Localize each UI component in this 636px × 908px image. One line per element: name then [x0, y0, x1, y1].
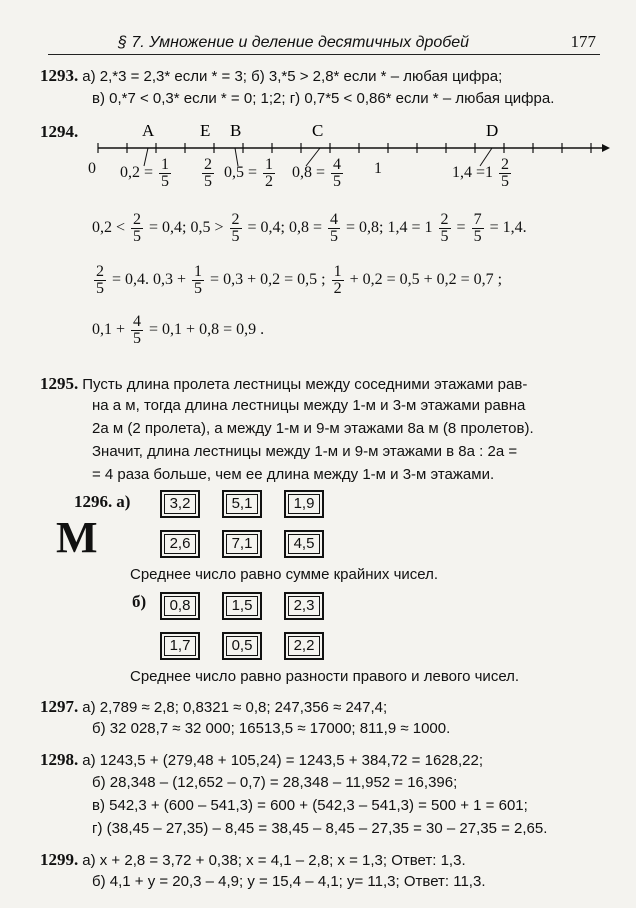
box-b4-value: 1,7	[164, 636, 196, 656]
problem-1293-number: 1293.	[40, 66, 79, 85]
eq1-frac2	[230, 212, 242, 245]
label-a	[120, 157, 173, 190]
label-b	[224, 157, 277, 190]
point-b-label: B	[230, 121, 242, 140]
box-b3-value: 2,3	[288, 596, 320, 616]
box-a4-value: 2,6	[164, 534, 196, 554]
problem-1296-b-label: б)	[132, 592, 147, 611]
box-a6	[284, 530, 324, 558]
problem-1296-number: 1296.	[74, 492, 113, 511]
box-b1	[160, 592, 200, 620]
problem-1296-header	[74, 492, 130, 512]
eq1-frac2-den: 5	[231, 228, 240, 245]
label-c-denominator: 5	[333, 173, 342, 190]
eq2-frac3	[332, 264, 344, 297]
problem-1298-number: 1298.	[40, 750, 79, 769]
problem-1296-a-label: а)	[116, 492, 131, 511]
box-a2	[222, 490, 262, 518]
problem-1298-line1	[40, 750, 483, 770]
problem-1295-text4: Значит, длина лестницы между 1-м и 9-м этажами в 8а : 2а =	[92, 443, 518, 460]
eq1-part5: =	[456, 219, 466, 237]
label-b-numerator: 1	[265, 156, 274, 173]
eq2-frac1	[94, 264, 106, 297]
label-e	[200, 157, 216, 190]
box-b6	[284, 632, 324, 660]
eq2-frac1-den: 5	[96, 280, 104, 297]
equation-1294-3	[92, 314, 264, 347]
box-b2	[222, 592, 262, 620]
eq1-frac3-den: 5	[330, 228, 339, 245]
eq1-part6: = 1,4.	[489, 219, 527, 237]
point-d-label: D	[486, 121, 499, 140]
eq3-part2: = 0,1 + 0,8 = 0,9 .	[149, 321, 265, 339]
box-b3	[284, 592, 324, 620]
equation-1294-1	[92, 212, 527, 245]
eq3-frac1	[131, 314, 143, 347]
label-d-denominator: 5	[501, 173, 510, 190]
label-b-fraction	[263, 157, 275, 190]
problem-1296-b-text: Среднее число равно разности правого и левого чисел.	[130, 668, 520, 685]
eq1-frac4-den: 5	[440, 228, 449, 245]
label-d-fraction	[499, 157, 511, 190]
eq3-part1: 0,1 +	[92, 321, 126, 339]
equation-1294-2	[92, 264, 502, 297]
eq3-frac1-num: 4	[133, 313, 142, 330]
problem-1298-text3: в) 542,3 + (600 – 541,3) = 600 + (542,3 – 541,3) = 500 + 1 = 601;	[92, 797, 528, 814]
box-a5	[222, 530, 262, 558]
label-a-fraction	[159, 157, 171, 190]
problem-1296-a-text: Среднее число равно сумме крайних чисел.	[130, 566, 439, 583]
problem-1299-number: 1299.	[40, 850, 79, 869]
label-b-denominator: 2	[265, 173, 274, 190]
label-c	[292, 157, 345, 190]
eq1-part1: 0,2 <	[92, 219, 126, 237]
label-e-numerator: 2	[204, 156, 212, 173]
problem-1297-line1	[40, 697, 387, 717]
label-d-decimal: 1,4 =1	[452, 164, 494, 182]
problem-1295-text3: 2а м (2 пролета), а между 1-м и 9-м этажами 8а м (8 пролетов).	[92, 420, 534, 437]
eq2-frac2-num: 1	[194, 263, 203, 280]
eq1-frac3-num: 4	[330, 211, 339, 228]
eq2-frac2	[192, 264, 204, 297]
problem-1295-number: 1295.	[40, 374, 79, 393]
box-b5-value: 0,5	[226, 636, 258, 656]
number-line-arrow	[602, 144, 610, 152]
label-d	[452, 157, 513, 190]
problem-1297-number: 1297.	[40, 697, 79, 716]
eq2-frac1-num: 2	[96, 263, 104, 280]
problem-1297-text2: б) 32 028,7 ≈ 32 000; 16513,5 ≈ 17000; 811,9 ≈ 1000.	[92, 720, 451, 737]
point-a-label: A	[142, 121, 155, 140]
margin-letter: М	[56, 513, 98, 562]
tick-zero-label: 0	[88, 160, 96, 177]
problem-1295-text5: = 4 раза больше, чем ее длина между 1-м и 3-м этажами.	[92, 466, 495, 483]
eq1-frac1	[131, 212, 143, 245]
problem-1293-line1	[40, 66, 502, 86]
box-b5	[222, 632, 262, 660]
problem-1299-text1: а) x + 2,8 = 3,72 + 0,38; x = 4,1 – 2,8; x = 1,3; Ответ: 1,3.	[82, 852, 466, 869]
label-c-fraction	[331, 157, 343, 190]
box-a3-value: 1,9	[288, 494, 320, 514]
point-e-label: E	[200, 121, 211, 140]
problem-1295-text2: на а м, тогда длина лестницы между 1-м и 3-м этажами равна	[92, 397, 526, 414]
eq3-frac1-den: 5	[133, 330, 142, 347]
eq1-frac5	[472, 212, 484, 245]
eq1-frac1-num: 2	[133, 211, 142, 228]
eq1-frac5-den: 5	[473, 228, 482, 245]
eq2-frac2-den: 5	[194, 280, 203, 297]
tick-one-label: 1	[374, 160, 382, 177]
eq1-frac5-num: 7	[473, 211, 482, 228]
label-a-numerator: 1	[161, 156, 170, 173]
eq1-frac4	[439, 212, 451, 245]
eq1-part4: = 0,8; 1,4 = 1	[346, 219, 433, 237]
eq2-part1: = 0,4. 0,3 +	[112, 271, 187, 289]
box-a1-value: 3,2	[164, 494, 196, 514]
eq1-frac2-num: 2	[231, 211, 240, 228]
eq1-frac1-den: 5	[133, 228, 142, 245]
box-b1-value: 0,8	[164, 596, 196, 616]
box-a5-value: 7,1	[226, 534, 258, 554]
point-c-label: C	[312, 121, 324, 140]
box-b4	[160, 632, 200, 660]
label-a-decimal: 0,2 =	[120, 164, 154, 182]
label-a-denominator: 5	[161, 173, 170, 190]
label-c-decimal: 0,8 =	[292, 164, 326, 182]
label-d-numerator: 2	[501, 156, 510, 173]
problem-1298-text1: а) 1243,5 + (279,48 + 105,24) = 1243,5 + 384,72 = 1628,22;	[82, 752, 484, 769]
problem-1294-number-wrap	[40, 122, 78, 142]
label-e-denominator: 5	[204, 173, 212, 190]
problem-1295-text1: Пусть длина пролета лестницы между соседними этажами рав-	[82, 376, 528, 393]
problem-1294-number: 1294.	[40, 122, 79, 141]
eq1-part2: = 0,4; 0,5 >	[149, 219, 224, 237]
eq1-frac3	[328, 212, 340, 245]
label-c-numerator: 4	[333, 156, 342, 173]
problem-1297-text1: а) 2,789 ≈ 2,8; 0,8321 ≈ 0,8; 247,356 ≈ 247,4;	[82, 699, 388, 716]
problem-1298-text2: б) 28,348 – (12,652 – 0,7) = 28,348 – 11,952 = 16,396;	[92, 774, 458, 791]
page-header	[48, 32, 600, 55]
eq2-part3: + 0,2 = 0,5 + 0,2 = 0,7 ;	[349, 271, 503, 289]
eq2-part2: = 0,3 + 0,2 = 0,5 ;	[210, 271, 326, 289]
problem-1293-text1: а) 2,*3 = 2,3* если * = 3; б) 3,*5 > 2,8* если * – любая цифра;	[82, 68, 503, 85]
problem-1293-text2: в) 0,*7 < 0,3* если * = 0; 1;2; г) 0,7*5 < 0,86* если * – любая цифра.	[92, 90, 555, 107]
box-a6-value: 4,5	[288, 534, 320, 554]
box-b2-value: 1,5	[226, 596, 258, 616]
problem-1299-text2: б) 4,1 + y = 20,3 – 4,9; y = 15,4 – 4,1; y= 11,3; Ответ: 11,3.	[92, 873, 486, 890]
box-a3	[284, 490, 324, 518]
header-title: § 7. Умножение и деление десятичных дробей	[118, 34, 470, 51]
label-e-fraction	[202, 157, 214, 190]
problem-1293-line2	[92, 90, 554, 108]
problem-1299-line1	[40, 850, 466, 870]
box-a2-value: 5,1	[226, 494, 258, 514]
eq2-frac3-num: 1	[333, 263, 342, 280]
box-a4	[160, 530, 200, 558]
problem-1295-line1	[40, 374, 527, 394]
page-number: 177	[570, 32, 596, 51]
eq2-frac3-den: 2	[333, 280, 342, 297]
eq1-frac4-num: 2	[440, 211, 449, 228]
label-b-decimal: 0,5 =	[224, 164, 258, 182]
eq1-part3: = 0,4; 0,8 =	[247, 219, 323, 237]
box-b6-value: 2,2	[288, 636, 320, 656]
box-a1	[160, 490, 200, 518]
problem-1298-text4: г) (38,45 – 27,35) – 8,45 = 38,45 – 8,45 – 27,35 = 30 – 27,35 = 2,65.	[92, 820, 548, 837]
